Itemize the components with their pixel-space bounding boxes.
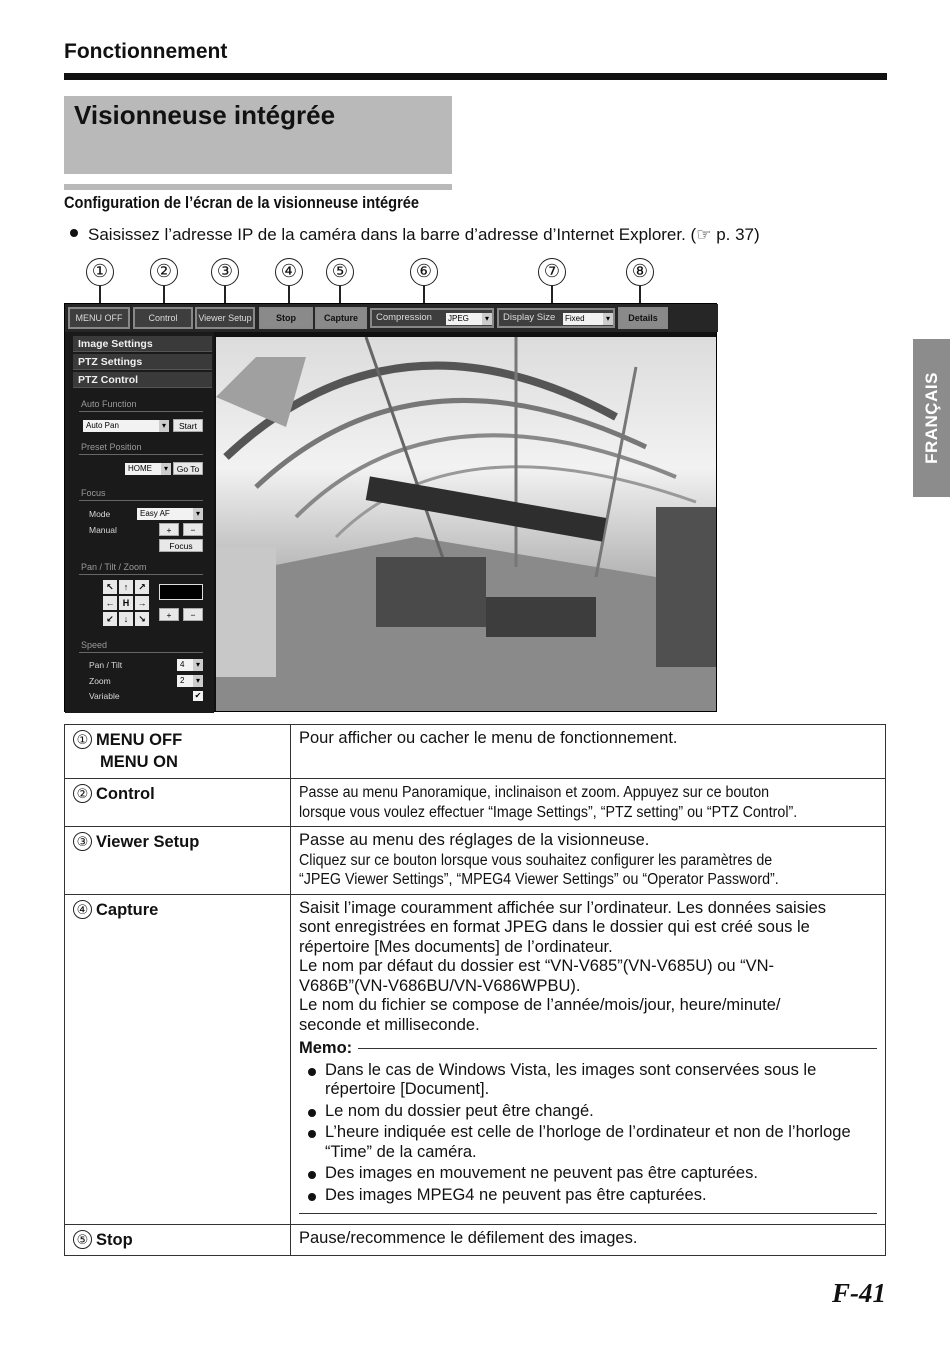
zoom-plus-button[interactable]: + xyxy=(159,608,179,621)
item-key: Control xyxy=(96,785,155,803)
memo-title: Memo: xyxy=(299,1039,353,1057)
callout-row xyxy=(0,256,950,306)
arrow-down-left-icon[interactable]: ↙ xyxy=(103,612,117,626)
item-description xyxy=(291,725,886,779)
memo-item: Des images MPEG4 ne peuvent pas être capturées. xyxy=(299,1186,877,1206)
auto-function-select[interactable]: Auto Pan ▾ xyxy=(83,420,169,432)
description-line: sont enregistrées en format JPEG dans le dossier qui est créé sous le xyxy=(299,918,810,936)
zoom-speed-select[interactable]: 2 ▾ xyxy=(177,675,203,687)
table-key-cell xyxy=(65,725,291,779)
focus-mode-select[interactable]: Easy AF ▾ xyxy=(137,508,203,520)
description-line: Le nom du fichier se compose de l’année/mois/jour, heure/minute/ xyxy=(299,996,781,1014)
item-number: ④ xyxy=(73,900,92,919)
memo-item: Le nom du dossier peut être changé. xyxy=(299,1102,877,1122)
focus-minus-button[interactable]: − xyxy=(183,523,203,536)
callout-3: ③ xyxy=(211,258,239,286)
arrow-up-left-icon[interactable]: ↖ xyxy=(103,580,117,594)
group-rule xyxy=(79,652,203,653)
item-number: ⑤ xyxy=(73,1230,92,1249)
camera-feed xyxy=(216,337,716,711)
intro-ref: p. 37) xyxy=(711,225,760,244)
preset-select[interactable]: HOME ▾ xyxy=(125,463,171,475)
section-label: Fonctionnement xyxy=(64,40,228,63)
header-rule xyxy=(64,73,887,80)
page-number: F-41 xyxy=(832,1278,886,1308)
focus-label: Focus xyxy=(81,488,106,498)
item-description xyxy=(291,827,886,895)
arrow-right-icon[interactable]: → xyxy=(135,596,149,610)
menu-off-button[interactable]: MENU OFF xyxy=(68,307,130,329)
item-key: Capture xyxy=(96,900,159,919)
page-title: Visionneuse intégrée xyxy=(74,100,336,130)
memo-item: Dans le cas de Windows Vista, les images sont conservées sous le répertoire [Document]. xyxy=(299,1061,877,1100)
item-description xyxy=(291,779,886,827)
display-size-select[interactable]: Fixed ▾ xyxy=(563,313,613,325)
memo-rule xyxy=(358,1048,877,1049)
description-line: V686B”(VN-V686BU/VN-V686WPBU). xyxy=(299,976,581,995)
manual-label: Manual xyxy=(89,525,117,535)
zoom-speed-label: Zoom xyxy=(89,676,111,686)
focus-plus-button[interactable]: + xyxy=(159,523,179,536)
group-rule xyxy=(79,574,203,575)
display-size-field xyxy=(497,308,615,328)
arrow-down-icon[interactable]: ↓ xyxy=(119,612,133,626)
description-line: seconde et milliseconde. xyxy=(299,1015,480,1034)
item-number: ③ xyxy=(73,832,92,851)
station-hall-image xyxy=(216,337,716,711)
preset-position-label: Preset Position xyxy=(81,442,142,452)
table-key-cell xyxy=(65,779,291,827)
title-box xyxy=(64,96,452,174)
description-line: Cliquez sur ce bouton lorsque vous souhaitez configurer les paramètres de xyxy=(299,851,773,869)
intro-text: Saisissez l’adresse IP de la caméra dans la barre d’adresse d’Internet Explorer. ( xyxy=(88,225,697,244)
start-button[interactable]: Start xyxy=(173,419,203,432)
arrow-left-icon[interactable]: ← xyxy=(103,596,117,610)
viewer-setup-button[interactable]: Viewer Setup xyxy=(195,307,255,329)
function-table xyxy=(64,724,886,1256)
auto-function-label: Auto Function xyxy=(81,399,137,409)
item-key: Viewer Setup xyxy=(96,833,200,851)
table-key-cell xyxy=(65,827,291,895)
item-key-secondary: MENU ON xyxy=(100,753,178,771)
table-row xyxy=(65,779,886,827)
zoom-indicator xyxy=(159,584,203,600)
speed-label: Speed xyxy=(81,640,108,650)
focus-button[interactable]: Focus xyxy=(159,539,203,552)
pan-tilt-zoom-label: Pan / Tilt / Zoom xyxy=(81,562,147,572)
callout-8: ⑧ xyxy=(626,258,654,286)
compression-label: Compression xyxy=(376,312,432,323)
description-line: répertoire [Mes documents] de l’ordinateur. xyxy=(299,937,613,956)
tab-image-settings[interactable]: Image Settings xyxy=(73,336,212,352)
memo-heading xyxy=(299,1039,877,1059)
item-number: ② xyxy=(73,784,92,803)
pan-tilt-speed-select[interactable]: 4 ▾ xyxy=(177,659,203,671)
description-text: Pour afficher ou cacher le menu de fonctionnement. xyxy=(299,729,678,747)
memo-item: Des images en mouvement ne peuvent pas être capturées. xyxy=(299,1164,877,1184)
ptz-arrow-pad xyxy=(103,580,151,628)
bullet-icon xyxy=(70,229,78,237)
callout-6: ⑥ xyxy=(410,258,438,286)
callout-4: ④ xyxy=(275,258,303,286)
table-row xyxy=(65,725,886,779)
table-key-cell xyxy=(65,1225,291,1256)
group-rule xyxy=(79,411,203,412)
arrow-down-right-icon[interactable]: ↘ xyxy=(135,612,149,626)
memo-end-rule xyxy=(299,1213,877,1214)
control-button[interactable]: Control xyxy=(133,307,193,329)
item-description xyxy=(291,894,886,1225)
item-description xyxy=(291,1225,886,1256)
memo-item: L’heure indiquée est celle de l’horloge de l’ordinateur et non de l’horloge “Time” de la caméra. xyxy=(299,1123,877,1162)
tab-ptz-settings[interactable]: PTZ Settings xyxy=(73,354,212,370)
variable-label: Variable xyxy=(89,691,120,701)
capture-button[interactable]: Capture xyxy=(315,307,367,329)
compression-select[interactable]: JPEG ▾ xyxy=(446,313,492,325)
description-line: “JPEG Viewer Settings”, “MPEG4 Viewer Settings” ou “Operator Password”. xyxy=(299,871,779,888)
variable-checkbox[interactable]: ✔ xyxy=(194,691,202,700)
sub-heading: Configuration de l’écran de la visionneuse intégrée xyxy=(64,193,420,212)
callout-7: ⑦ xyxy=(538,258,566,286)
callout-2: ② xyxy=(150,258,178,286)
item-key: MENU OFF xyxy=(96,731,183,749)
viewer-screenshot xyxy=(64,303,717,712)
stop-button[interactable]: Stop xyxy=(259,307,313,329)
details-button[interactable]: Details xyxy=(618,307,668,329)
description-text: Passe au menu des réglages de la visionneuse. xyxy=(299,831,650,849)
language-label: FRANÇAIS xyxy=(921,372,941,464)
arrow-up-right-icon[interactable]: ↗ xyxy=(135,580,149,594)
arrow-up-icon[interactable]: ↑ xyxy=(119,580,133,594)
home-button[interactable]: H xyxy=(119,596,133,610)
compression-field xyxy=(370,308,494,328)
table-key-cell xyxy=(65,894,291,1225)
group-rule xyxy=(79,500,203,501)
table-row xyxy=(65,1225,886,1256)
memo-list xyxy=(299,1061,877,1206)
item-key: Stop xyxy=(96,1231,133,1249)
callout-1: ① xyxy=(86,258,114,286)
description-line: Le nom par défaut du dossier est “VN-V685”(VN-V685U) ou “VN- xyxy=(299,957,775,975)
description-line: Passe au menu Panoramique, inclinaison et zoom. Appuyez sur ce bouton xyxy=(299,784,770,801)
pointing-hand-icon: ☞ xyxy=(696,225,712,244)
tab-ptz-control[interactable]: PTZ Control xyxy=(73,372,212,388)
description-text: Pause/recommence le défilement des images. xyxy=(299,1229,638,1247)
intro-bullet xyxy=(70,225,760,245)
go-to-button[interactable]: Go To xyxy=(173,462,203,475)
group-rule xyxy=(79,454,203,455)
table-row xyxy=(65,894,886,1225)
language-tab xyxy=(913,339,950,497)
viewer-toolbar xyxy=(65,304,718,332)
pan-tilt-speed-label: Pan / Tilt xyxy=(89,660,123,670)
display-size-label: Display Size xyxy=(503,312,556,323)
zoom-minus-button[interactable]: − xyxy=(183,608,203,621)
item-number: ① xyxy=(73,730,92,749)
viewer-sidebar xyxy=(65,332,214,713)
mode-label: Mode xyxy=(89,509,111,519)
description-line: Saisit l’image couramment affichée sur l’ordinateur. Les données saisies xyxy=(299,898,827,917)
description-line: lorsque vous voulez effectuer “Image Settings”, “PTZ setting” ou “PTZ Control”. xyxy=(299,803,798,821)
callout-5: ⑤ xyxy=(326,258,354,286)
title-underbar xyxy=(64,184,452,190)
table-row xyxy=(65,827,886,895)
